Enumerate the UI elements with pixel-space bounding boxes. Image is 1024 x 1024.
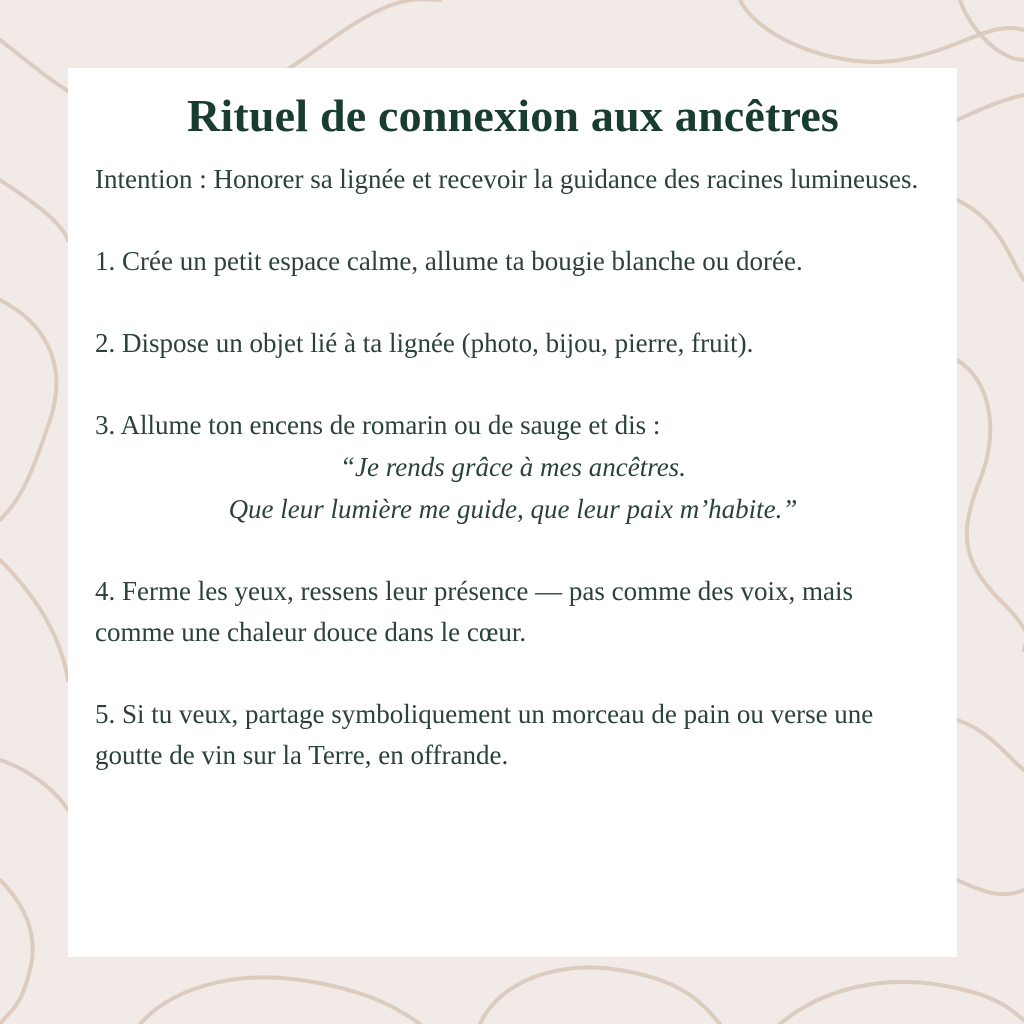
- quote-line-2: Que leur lumière me guide, que leur paix m’habite.”: [228, 494, 798, 525]
- page-title: Rituel de connexion aux ancêtres: [186, 90, 840, 141]
- step-4: 4. Ferme les yeux, ressens leur présence — pas comme des voix, mais comme une chaleur douce dans le cœur.: [95, 576, 854, 648]
- intention-text: Intention : Honorer sa lignée et recevoir la guidance des racines lumineuses.: [95, 164, 919, 195]
- content-card: [68, 68, 957, 957]
- quote-line-1: “Je rends grâce à mes ancêtres.: [340, 452, 686, 483]
- step-5: 5. Si tu veux, partage symboliquement un morceau de pain ou verse une goutte de vin sur la Terre, en offrande.: [95, 699, 874, 771]
- ritual-body: [95, 159, 931, 776]
- step-3: 3. Allume ton encens de romarin ou de sauge et dis :: [95, 410, 661, 441]
- step-1: 1. Crée un petit espace calme, allume ta bougie blanche ou dorée.: [95, 246, 803, 277]
- quote-block: [95, 446, 931, 530]
- step-2: 2. Dispose un objet lié à ta lignée (photo, bijou, pierre, fruit).: [95, 328, 754, 359]
